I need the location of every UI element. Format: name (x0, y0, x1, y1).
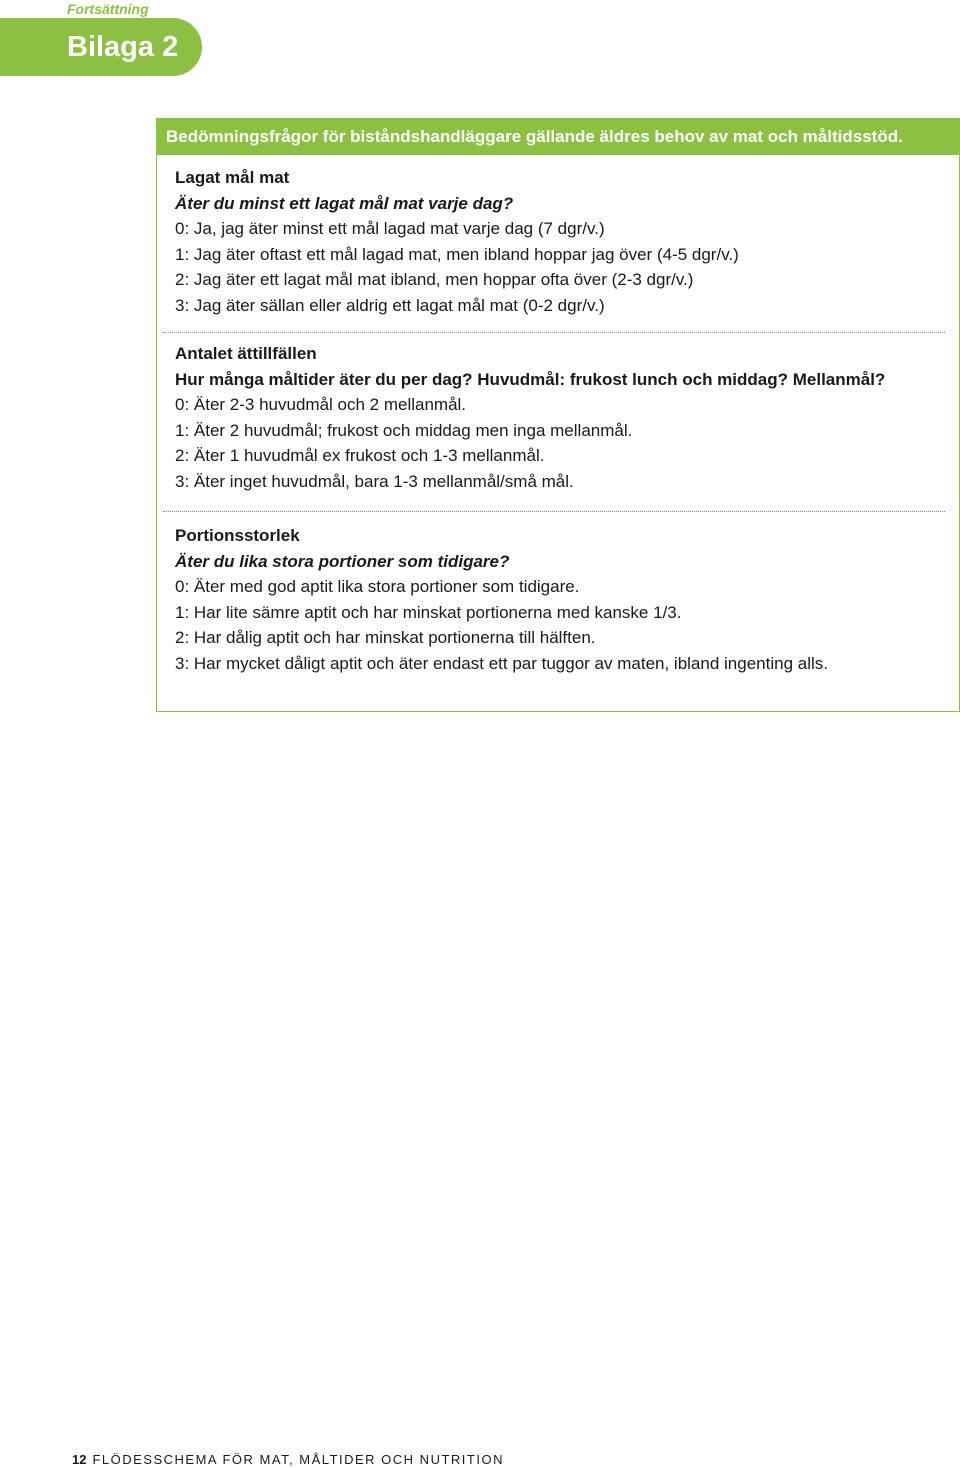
appendix-title: Bilaga 2 (67, 31, 179, 63)
section-title: Portionsstorlek (175, 526, 300, 545)
section-question: Äter du lika stora portioner som tidigare? (175, 552, 510, 571)
answer-option: 3: Jag äter sällan eller aldrig ett lagat mål mat (0-2 dgr/v.) (175, 296, 605, 316)
section-title: Lagat mål mat (175, 168, 290, 187)
answer-option: 0: Äter 2-3 huvudmål och 2 mellanmål. (175, 395, 467, 414)
section-question: Hur många måltider äter du per dag? Huvudmål: frukost lunch och middag? Mellanmål? (175, 370, 886, 389)
footer-title: FLÖDESSCHEMA FÖR MAT, MÅLTIDER OCH NUTRITION (92, 1452, 504, 1467)
answer-option: 3: Äter inget huvudmål, bara 1-3 mellanmål/små mål. (175, 472, 574, 492)
answer-option: 2: Äter 1 huvudmål ex frukost och 1-3 mellanmål. (175, 446, 545, 466)
answer-option: 3: Har mycket dåligt aptit och äter endast ett par tuggor av maten, ibland ingenting alls. (175, 654, 828, 674)
answer-option: 2: Har dålig aptit och har minskat portionerna till hälften. (175, 628, 596, 648)
assessment-box (156, 118, 960, 712)
answer-option: 0: Ja, jag äter minst ett mål lagad mat varje dag (7 dgr/v.) (175, 219, 605, 238)
section-lagat-mal-mat (175, 165, 945, 319)
continued-label: Fortsättning (67, 1, 149, 17)
section-title: Antalet ättillfällen (175, 344, 317, 363)
appendix-tab (0, 18, 202, 76)
answer-option: 1: Jag äter oftast ett mål lagad mat, men ibland hoppar jag över (4-5 dgr/v.) (175, 244, 739, 264)
section-portionsstorlek (175, 523, 945, 677)
section-antalet-attillfallen (175, 341, 945, 495)
section-question: Äter du minst ett lagat mål mat varje dag? (175, 194, 514, 213)
answer-option: 2: Jag äter ett lagat mål mat ibland, men hoppar ofta över (2-3 dgr/v.) (175, 270, 694, 290)
box-heading: Bedömningsfrågor för biståndshandläggare gällande äldres behov av mat och måltidsstöd. (157, 119, 959, 155)
page-number: 12 (72, 1452, 87, 1467)
answer-option: 0: Äter med god aptit lika stora portioner som tidigare. (175, 577, 580, 596)
answer-option: 1: Har lite sämre aptit och har minskat portionerna med kanske 1/3. (175, 602, 682, 622)
answer-option: 1: Äter 2 huvudmål; frukost och middag men inga mellanmål. (175, 420, 633, 440)
section-divider (163, 332, 945, 333)
page-footer (72, 1451, 504, 1468)
section-divider (163, 511, 945, 512)
